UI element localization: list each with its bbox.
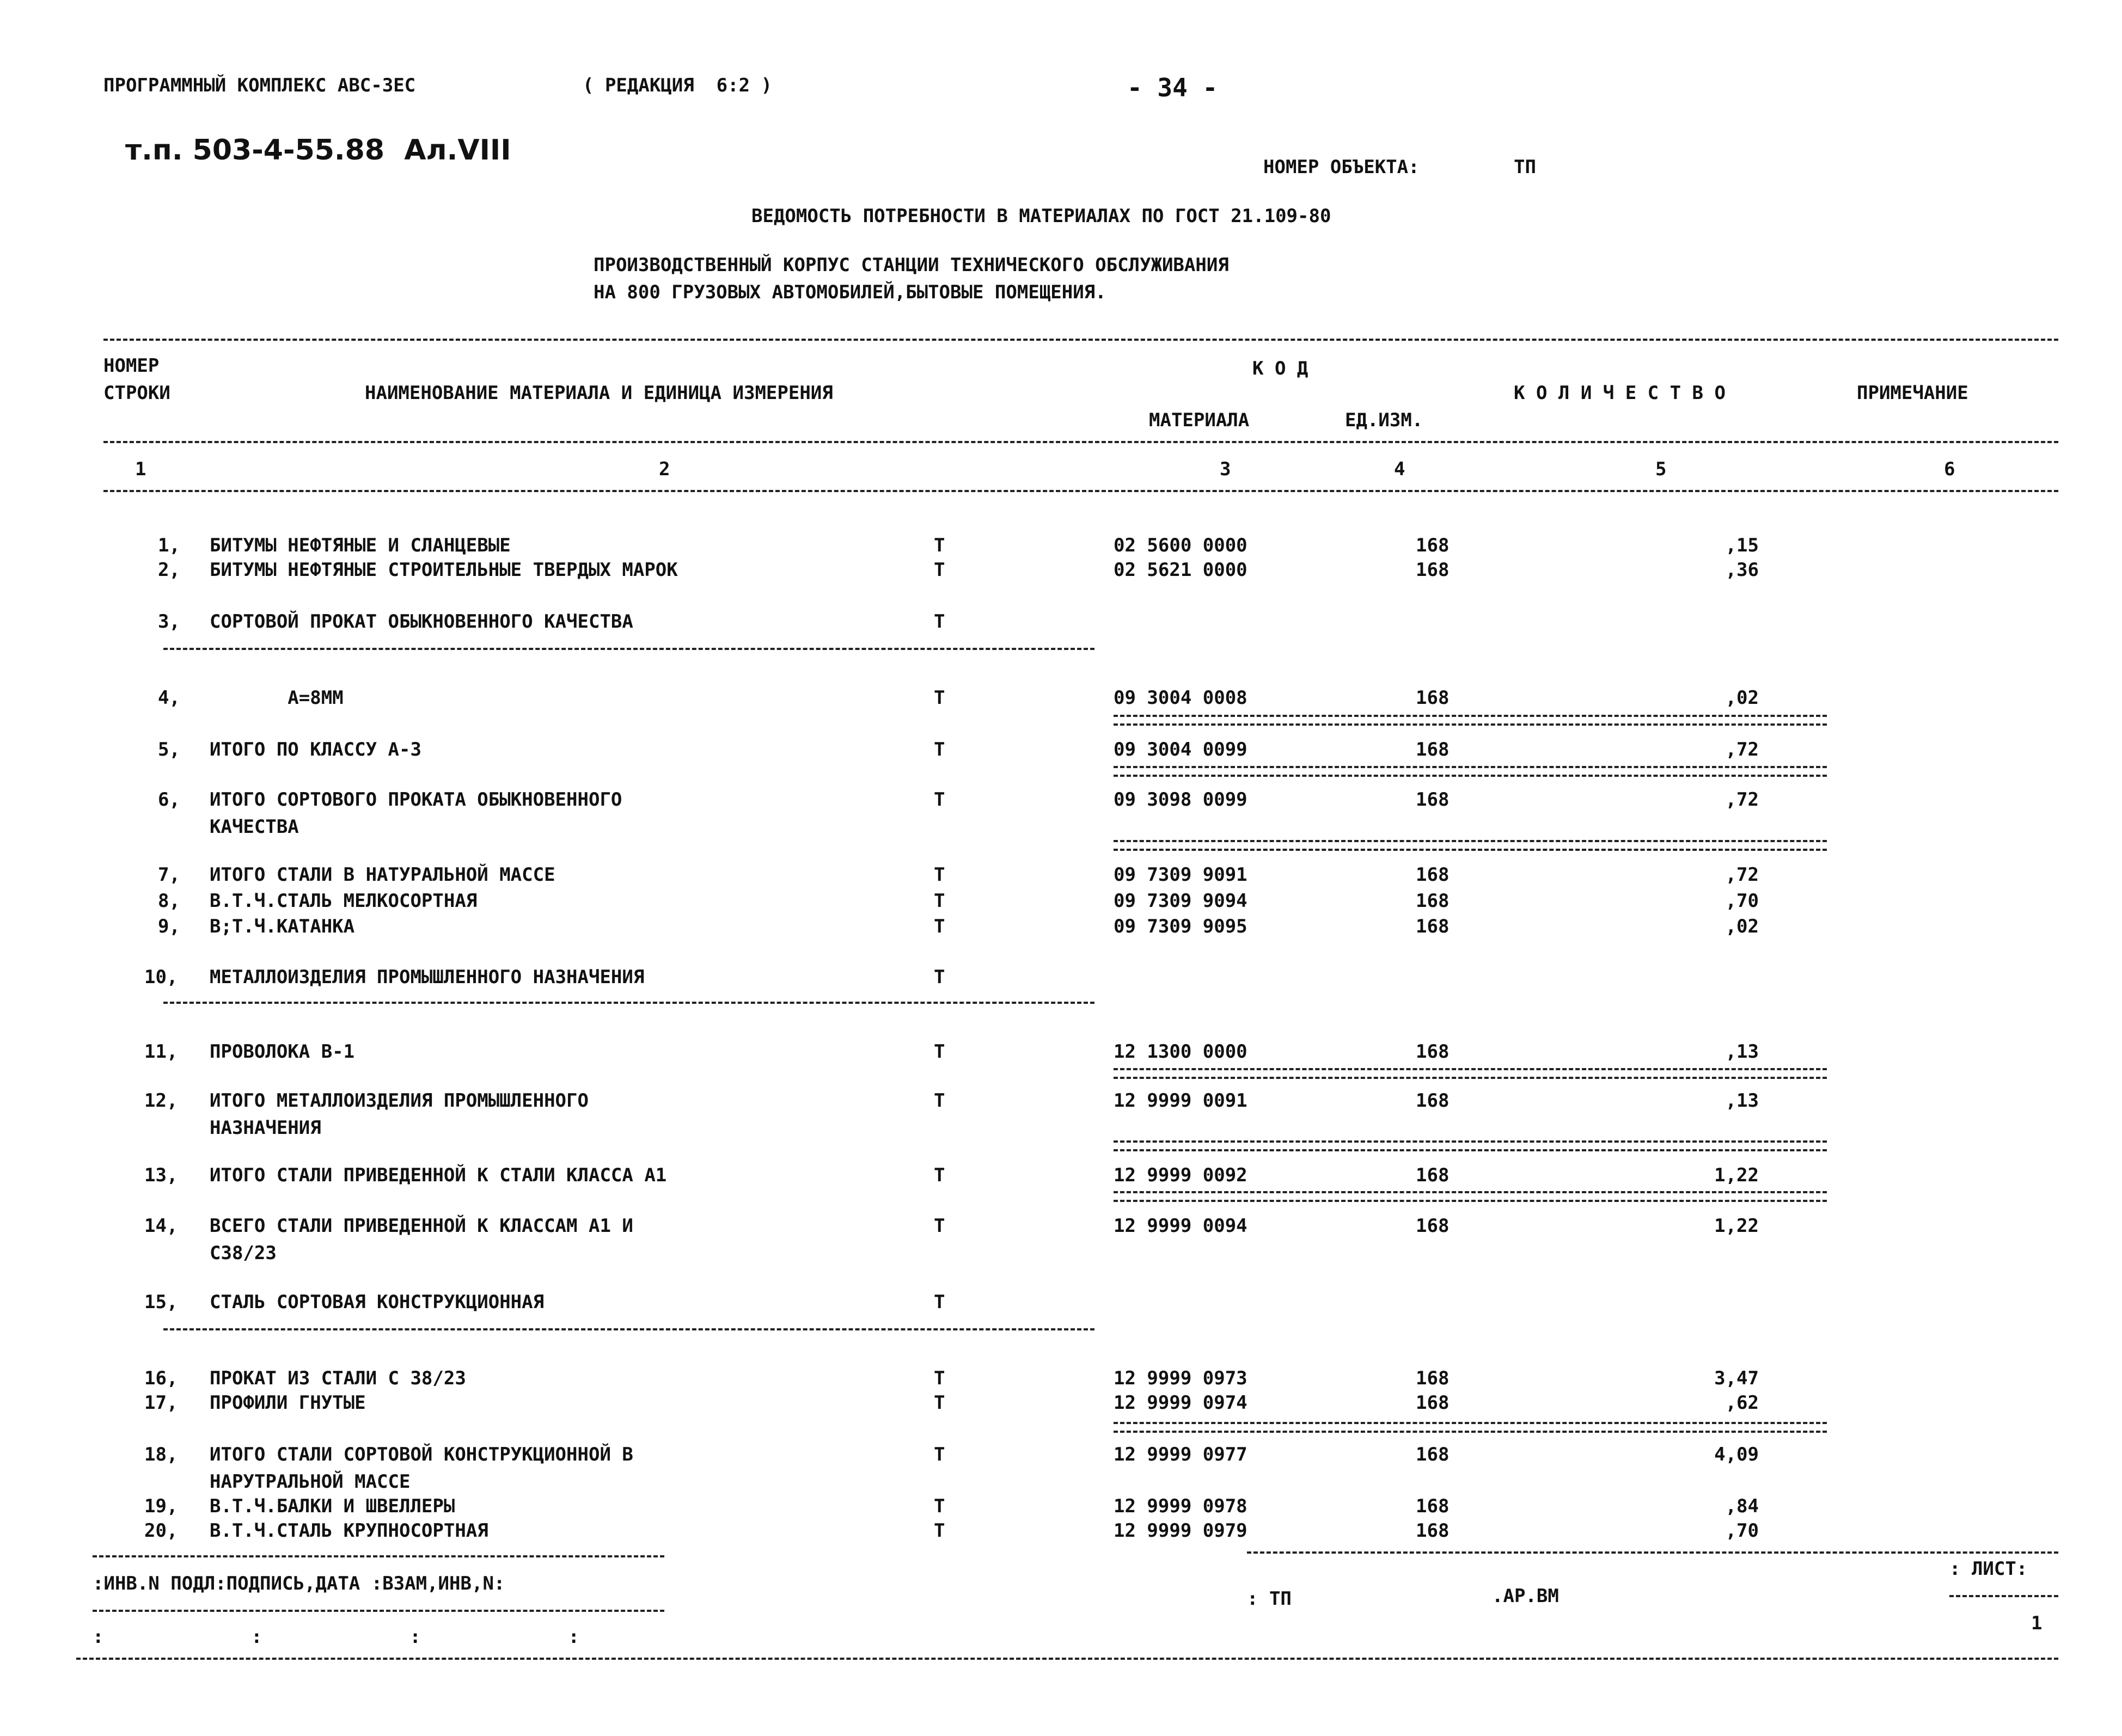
material-name-cont: С38/23: [210, 1242, 277, 1264]
unit-of-measure: Т: [934, 1367, 945, 1389]
material-name: ВСЕГО СТАЛИ ПРИВЕДЕННОЙ К КЛАССАМ А1 И: [210, 1215, 633, 1237]
col-num-4: 4: [1394, 458, 1405, 480]
material-code: 12 1300 0000: [1114, 1041, 1247, 1063]
material-code: 09 7309 9095: [1114, 916, 1247, 937]
program-name: ПРОГРАММНЫЙ КОМПЛЕКС АВС-3ЕС: [103, 75, 416, 96]
handwritten-project-code: т.п. 503-4-55.88 Ал.VIII: [125, 134, 511, 167]
material-name-cont: НАРУТРАЛЬНОЙ МАССЕ: [210, 1471, 411, 1493]
header-note: ПРИМЕЧАНИЕ: [1857, 382, 1968, 404]
unit-code: 168: [1416, 1444, 1450, 1465]
stamp-blank-cells: : : : :: [93, 1626, 583, 1648]
row-number: 16,: [144, 1367, 178, 1389]
quantity-value: ,72: [1725, 864, 1759, 886]
material-name: ИТОГО СОРТОВОГО ПРОКАТА ОБЫКНОВЕННОГО: [210, 789, 622, 811]
quantity-value: 1,22: [1714, 1164, 1759, 1186]
material-name: БИТУМЫ НЕФТЯНЫЕ СТРОИТЕЛЬНЫЕ ТВЕРДЫХ МАРОК: [210, 559, 678, 581]
material-code: 02 5621 0000: [1114, 559, 1247, 581]
stamp-mid-rule: [93, 1610, 664, 1612]
unit-of-measure: Т: [934, 1164, 945, 1186]
quantity-value: ,36: [1725, 559, 1759, 581]
row-number: 6,: [158, 789, 180, 811]
quantity-value: ,72: [1725, 789, 1759, 811]
header-name: НАИМЕНОВАНИЕ МАТЕРИАЛА И ЕДИНИЦА ИЗМЕРЕНИЯ: [365, 382, 833, 404]
material-name: ИТОГО МЕТАЛЛОИЗДЕЛИЯ ПРОМЫШЛЕННОГО: [210, 1090, 589, 1112]
document-subtitle-1: ПРОИЗВОДСТВЕННЫЙ КОРПУС СТАНЦИИ ТЕХНИЧЕСКОГО ОБСЛУЖИВАНИЯ: [594, 254, 1229, 276]
section-underline: [163, 648, 1094, 650]
unit-code: 168: [1416, 890, 1450, 912]
unit-of-measure: Т: [934, 687, 945, 709]
unit-of-measure: Т: [934, 789, 945, 811]
unit-code: 168: [1416, 1041, 1450, 1063]
unit-of-measure: Т: [934, 1291, 945, 1313]
material-name-cont: НАЗНАЧЕНИЯ: [210, 1117, 321, 1139]
material-name: ПРОКАТ ИЗ СТАЛИ С 38/23: [210, 1367, 466, 1389]
material-code: 09 7309 9094: [1114, 890, 1247, 912]
material-name: А=8ММ: [210, 687, 344, 709]
unit-of-measure: Т: [934, 1444, 945, 1465]
row-number: 2,: [158, 559, 180, 581]
program-edition: ( РЕДАКЦИЯ 6:2 ): [583, 75, 772, 96]
material-code: 09 3004 0008: [1114, 687, 1247, 709]
unit-of-measure: Т: [934, 864, 945, 886]
quantity-value: ,02: [1725, 687, 1759, 709]
unit-code: 168: [1416, 559, 1450, 581]
row-number: 1,: [158, 535, 180, 556]
unit-code: 168: [1416, 1215, 1450, 1237]
unit-of-measure: Т: [934, 1041, 945, 1063]
header-row-no-1: НОМЕР: [103, 355, 160, 377]
header-row-no-2: СТРОКИ: [103, 382, 170, 404]
unit-of-measure: Т: [934, 535, 945, 556]
material-name: БИТУМЫ НЕФТЯНЫЕ И СЛАНЦЕВЫЕ: [210, 535, 511, 556]
unit-code: 168: [1416, 1090, 1450, 1112]
row-number: 14,: [144, 1215, 178, 1237]
material-code: 12 9999 0973: [1114, 1367, 1247, 1389]
unit-of-measure: Т: [934, 1520, 945, 1542]
unit-code: 168: [1416, 864, 1450, 886]
stamp-header: :ИНВ.N ПОДЛ:ПОДПИСЬ,ДАТА :ВЗАМ,ИНВ,N:: [93, 1573, 505, 1594]
col-num-1: 1: [135, 458, 146, 480]
material-name-cont: КАЧЕСТВА: [210, 816, 299, 838]
material-name: В.Т.Ч.СТАЛЬ МЕЛКОСОРТНАЯ: [210, 890, 478, 912]
material-name: ИТОГО СТАЛИ ПРИВЕДЕННОЙ К СТАЛИ КЛАССА А1: [210, 1164, 667, 1186]
title-block-top-rule: [1247, 1551, 2058, 1554]
unit-code: 168: [1416, 789, 1450, 811]
row-number: 7,: [158, 864, 180, 886]
total-double-rule: [1114, 1068, 1827, 1079]
row-number: 15,: [144, 1291, 178, 1313]
quantity-value: ,13: [1725, 1041, 1759, 1063]
material-code: 09 3098 0099: [1114, 789, 1247, 811]
row-number: 5,: [158, 739, 180, 760]
total-double-rule: [1114, 1422, 1827, 1433]
stamp-top-rule: [93, 1555, 664, 1557]
material-name: ИТОГО СТАЛИ СОРТОВОЙ КОНСТРУКЦИОННОЙ В: [210, 1444, 633, 1465]
sheet-value: 1: [2031, 1612, 2042, 1634]
unit-code: 168: [1416, 739, 1450, 760]
quantity-value: ,02: [1725, 916, 1759, 937]
material-code: 09 7309 9091: [1114, 864, 1247, 886]
quantity-value: ,13: [1725, 1090, 1759, 1112]
col-num-3: 3: [1220, 458, 1231, 480]
material-name: В.Т.Ч.СТАЛЬ КРУПНОСОРТНАЯ: [210, 1520, 488, 1542]
unit-of-measure: Т: [934, 1392, 945, 1414]
unit-of-measure: Т: [934, 916, 945, 937]
header-mid-rule: [103, 441, 2058, 443]
material-name: МЕТАЛЛОИЗДЕЛИЯ ПРОМЫШЛЕННОГО НАЗНАЧЕНИЯ: [210, 966, 645, 988]
total-double-rule: [1114, 715, 1827, 726]
header-quantity: К О Л И Ч Е С Т В О: [1514, 382, 1726, 404]
row-number: 19,: [144, 1495, 178, 1517]
object-number-label: НОМЕР ОБЪЕКТА:: [1263, 156, 1420, 178]
quantity-value: ,72: [1725, 739, 1759, 760]
total-double-rule: [1114, 840, 1827, 851]
page-bottom-rule: [76, 1658, 2058, 1660]
quantity-value: ,62: [1725, 1392, 1759, 1414]
col-num-6: 6: [1944, 458, 1955, 480]
quantity-value: ,70: [1725, 1520, 1759, 1542]
unit-code: 168: [1416, 535, 1450, 556]
material-name: ПРОФИЛИ ГНУТЫЕ: [210, 1392, 366, 1414]
row-number: 18,: [144, 1444, 178, 1465]
material-name: СТАЛЬ СОРТОВАЯ КОНСТРУКЦИОННАЯ: [210, 1291, 545, 1313]
unit-of-measure: Т: [934, 611, 945, 633]
unit-of-measure: Т: [934, 1215, 945, 1237]
row-number: 9,: [158, 916, 180, 937]
unit-code: 168: [1416, 916, 1450, 937]
unit-code: 168: [1416, 687, 1450, 709]
material-code: 12 9999 0091: [1114, 1090, 1247, 1112]
unit-code: 168: [1416, 1495, 1450, 1517]
quantity-value: ,15: [1725, 535, 1759, 556]
row-number: 10,: [144, 966, 178, 988]
material-code: 12 9999 0094: [1114, 1215, 1247, 1237]
header-code-material: МАТЕРИАЛА: [1149, 409, 1250, 431]
unit-of-measure: Т: [934, 559, 945, 581]
section-underline: [163, 1328, 1094, 1330]
material-name: ПРОВОЛОКА В-1: [210, 1041, 355, 1063]
section-underline: [163, 1002, 1094, 1004]
unit-of-measure: Т: [934, 739, 945, 760]
row-number: 4,: [158, 687, 180, 709]
material-name: ИТОГО ПО КЛАССУ А-3: [210, 739, 421, 760]
unit-code: 168: [1416, 1392, 1450, 1414]
page-number: - 34 -: [1127, 73, 1218, 102]
material-name: В.Т.Ч.БАЛКИ И ШВЕЛЛЕРЫ: [210, 1495, 455, 1517]
table-top-rule: [103, 339, 2058, 341]
col-num-2: 2: [659, 458, 670, 480]
material-name: СОРТОВОЙ ПРОКАТ ОБЫКНОВЕННОГО КАЧЕСТВА: [210, 611, 633, 633]
quantity-value: ,84: [1725, 1495, 1759, 1517]
unit-of-measure: Т: [934, 1495, 945, 1517]
unit-code: 168: [1416, 1520, 1450, 1542]
quantity-value: 4,09: [1714, 1444, 1759, 1465]
quantity-value: 1,22: [1714, 1215, 1759, 1237]
row-number: 13,: [144, 1164, 178, 1186]
total-double-rule: [1114, 1140, 1827, 1151]
material-code: 12 9999 0974: [1114, 1392, 1247, 1414]
material-code: 12 9999 0092: [1114, 1164, 1247, 1186]
material-code: 12 9999 0978: [1114, 1495, 1247, 1517]
material-name: ИТОГО СТАЛИ В НАТУРАЛЬНОЙ МАССЕ: [210, 864, 555, 886]
total-double-rule: [1114, 1191, 1827, 1202]
unit-of-measure: Т: [934, 1090, 945, 1112]
sheet-label: : ЛИСТ:: [1949, 1558, 2028, 1580]
row-number: 17,: [144, 1392, 178, 1414]
material-code: 02 5600 0000: [1114, 535, 1247, 556]
unit-of-measure: Т: [934, 966, 945, 988]
material-name: В;Т.Ч.КАТАНКА: [210, 916, 355, 937]
quantity-value: 3,47: [1714, 1367, 1759, 1389]
header-code-unit: ЕД.ИЗМ.: [1345, 409, 1423, 431]
row-number: 20,: [144, 1520, 178, 1542]
row-number: 8,: [158, 890, 180, 912]
material-code: 12 9999 0977: [1114, 1444, 1247, 1465]
material-code: 09 3004 0099: [1114, 739, 1247, 760]
unit-of-measure: Т: [934, 890, 945, 912]
header-code: К О Д: [1252, 358, 1308, 379]
document-subtitle-2: НА 800 ГРУЗОВЫХ АВТОМОБИЛЕЙ,БЫТОВЫЕ ПОМЕЩЕНИЯ.: [594, 281, 1106, 303]
material-code: 12 9999 0979: [1114, 1520, 1247, 1542]
row-number: 3,: [158, 611, 180, 633]
object-number-value: ТП: [1514, 156, 1536, 178]
unit-code: 168: [1416, 1367, 1450, 1389]
row-number: 11,: [144, 1041, 178, 1063]
document-title: ВЕДОМОСТЬ ПОТРЕБНОСТИ В МАТЕРИАЛАХ ПО ГОСТ 21.109-80: [751, 205, 1331, 227]
col-num-5: 5: [1655, 458, 1667, 480]
header-bottom-rule: [103, 490, 2058, 492]
title-block-doc-tp: : ТП: [1247, 1588, 1292, 1610]
sheet-mid-rule: [1949, 1595, 2058, 1597]
unit-code: 168: [1416, 1164, 1450, 1186]
total-double-rule: [1114, 766, 1827, 777]
row-number: 12,: [144, 1090, 178, 1112]
title-block-doc-code: .АР.ВМ: [1492, 1585, 1559, 1607]
quantity-value: ,70: [1725, 890, 1759, 912]
